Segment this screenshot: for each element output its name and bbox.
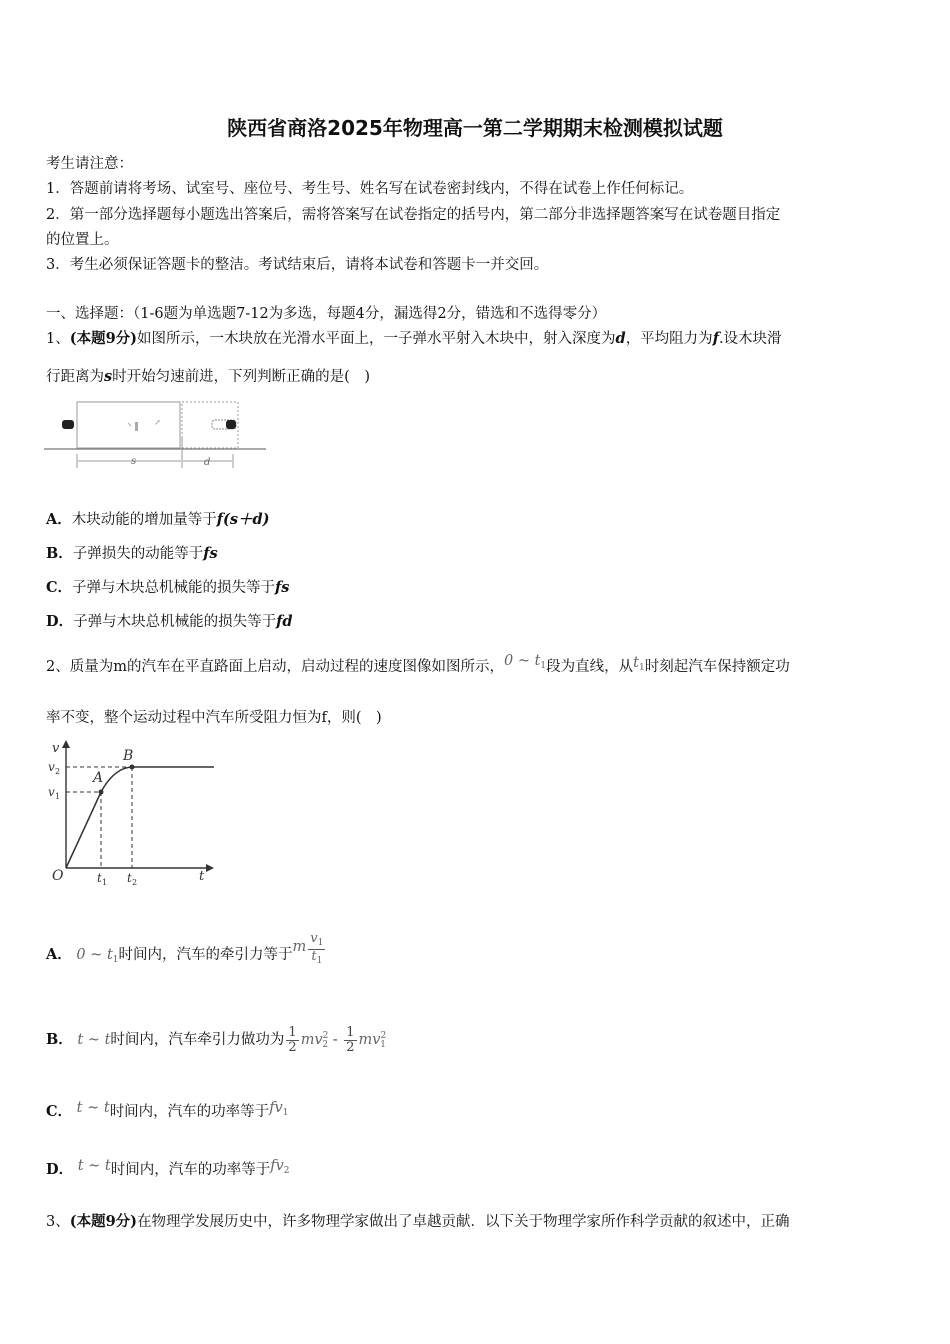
notice-item-2-cont: 的位置上。 bbox=[46, 232, 119, 248]
q2-line1: 2、质量为m的汽车在平直路面上启动，启动过程的速度图像如图所示，0 ~ $t_1$段为直线，从$t_1$时刻起汽车保持额定功 bbox=[46, 653, 790, 675]
q2-option-b[interactable]: B． t ~ t时间内，汽车牵引力做功为 $\frac{1}{2}$ $mv^2_2$ - $\frac{1}{2}$ $mv^2_1$ bbox=[46, 1024, 387, 1055]
svg-text:2: 2 bbox=[55, 767, 61, 776]
page-title: 陕西省商洛2025年物理高一第二学期期末检测模拟试题 bbox=[227, 116, 723, 140]
svg-text:t: t bbox=[127, 871, 132, 885]
svg-text:↗: ↗ bbox=[154, 418, 161, 427]
q2-option-c[interactable]: C． t ~ t时间内，汽车的功率等于$fv_1$ bbox=[46, 1100, 289, 1120]
svg-text:t: t bbox=[97, 871, 102, 885]
q2-option-d[interactable]: D． t ~ t时间内，汽车的功率等于$fv_2$ bbox=[46, 1158, 290, 1178]
svg-text:t: t bbox=[199, 869, 205, 884]
notice-item-3: 3．考生必须保证答题卡的整洁。考试结束后，请将本试卷和答题卡一并交回。 bbox=[46, 257, 549, 273]
q2-line2: 率不变，整个运动过程中汽车所受阻力恒为f，则( ) bbox=[46, 710, 382, 726]
svg-text:v: v bbox=[52, 741, 60, 756]
q1-option-a[interactable]: A．木块动能的增加量等于f(s＋d) bbox=[46, 511, 270, 528]
q1-option-b[interactable]: B．子弹损失的动能等于fs bbox=[46, 545, 218, 562]
svg-text:A: A bbox=[93, 770, 104, 786]
q1-figure bbox=[44, 398, 269, 473]
q1-option-d[interactable]: D．子弹与木块总机械能的损失等于fd bbox=[46, 613, 293, 630]
section-heading: 一、选择题：（1-6题为单选题7-12为多选，每题4分，漏选得2分，错选和不选得零分） bbox=[46, 306, 607, 322]
q1-line2: 行距离为s时开始匀速前进，下列判断正确的是( ) bbox=[46, 368, 370, 385]
svg-text:v: v bbox=[48, 785, 55, 799]
svg-text:2: 2 bbox=[132, 878, 138, 887]
q3-line1: 3、(本题9分)在物理学发展历史中，许多物理学家做出了卓越贡献．以下关于物理学家所作科学贡献的叙述中，正确 bbox=[46, 1213, 790, 1230]
notice-heading: 考生请注意： bbox=[46, 156, 133, 172]
q1-option-c[interactable]: C．子弹与木块总机械能的损失等于fs bbox=[46, 579, 290, 596]
svg-text:1: 1 bbox=[102, 878, 108, 887]
svg-text:d: d bbox=[204, 457, 211, 468]
q1-line1: 1、(本题9分)如图所示，一木块放在光滑水平面上，一子弹水平射入木块中，射入深度为d，平均阻力为f.设木块滑 bbox=[46, 330, 782, 347]
svg-text:B: B bbox=[123, 748, 134, 764]
svg-text:O: O bbox=[52, 868, 64, 884]
q2-option-a[interactable]: A． 0 ~ $t_1$时间内，汽车的牵引力等于m $\frac{v_1}{t_1}$ bbox=[46, 931, 324, 966]
notice-item-2: 2．第一部分选择题每小题选出答案后，需将答案写在试卷指定的括号内，第二部分非选择题答案写在试卷题目指定 bbox=[46, 207, 781, 223]
svg-text:s: s bbox=[131, 456, 137, 467]
notice-item-1: 1．答题前请将考场、试室号、座位号、考生号、姓名写在试卷密封线内，不得在试卷上作任何标记。 bbox=[46, 181, 694, 197]
bullet-icon bbox=[62, 420, 74, 429]
svg-text:v: v bbox=[48, 760, 55, 774]
q2-velocity-graph bbox=[48, 738, 223, 888]
svg-text:1: 1 bbox=[55, 792, 61, 801]
